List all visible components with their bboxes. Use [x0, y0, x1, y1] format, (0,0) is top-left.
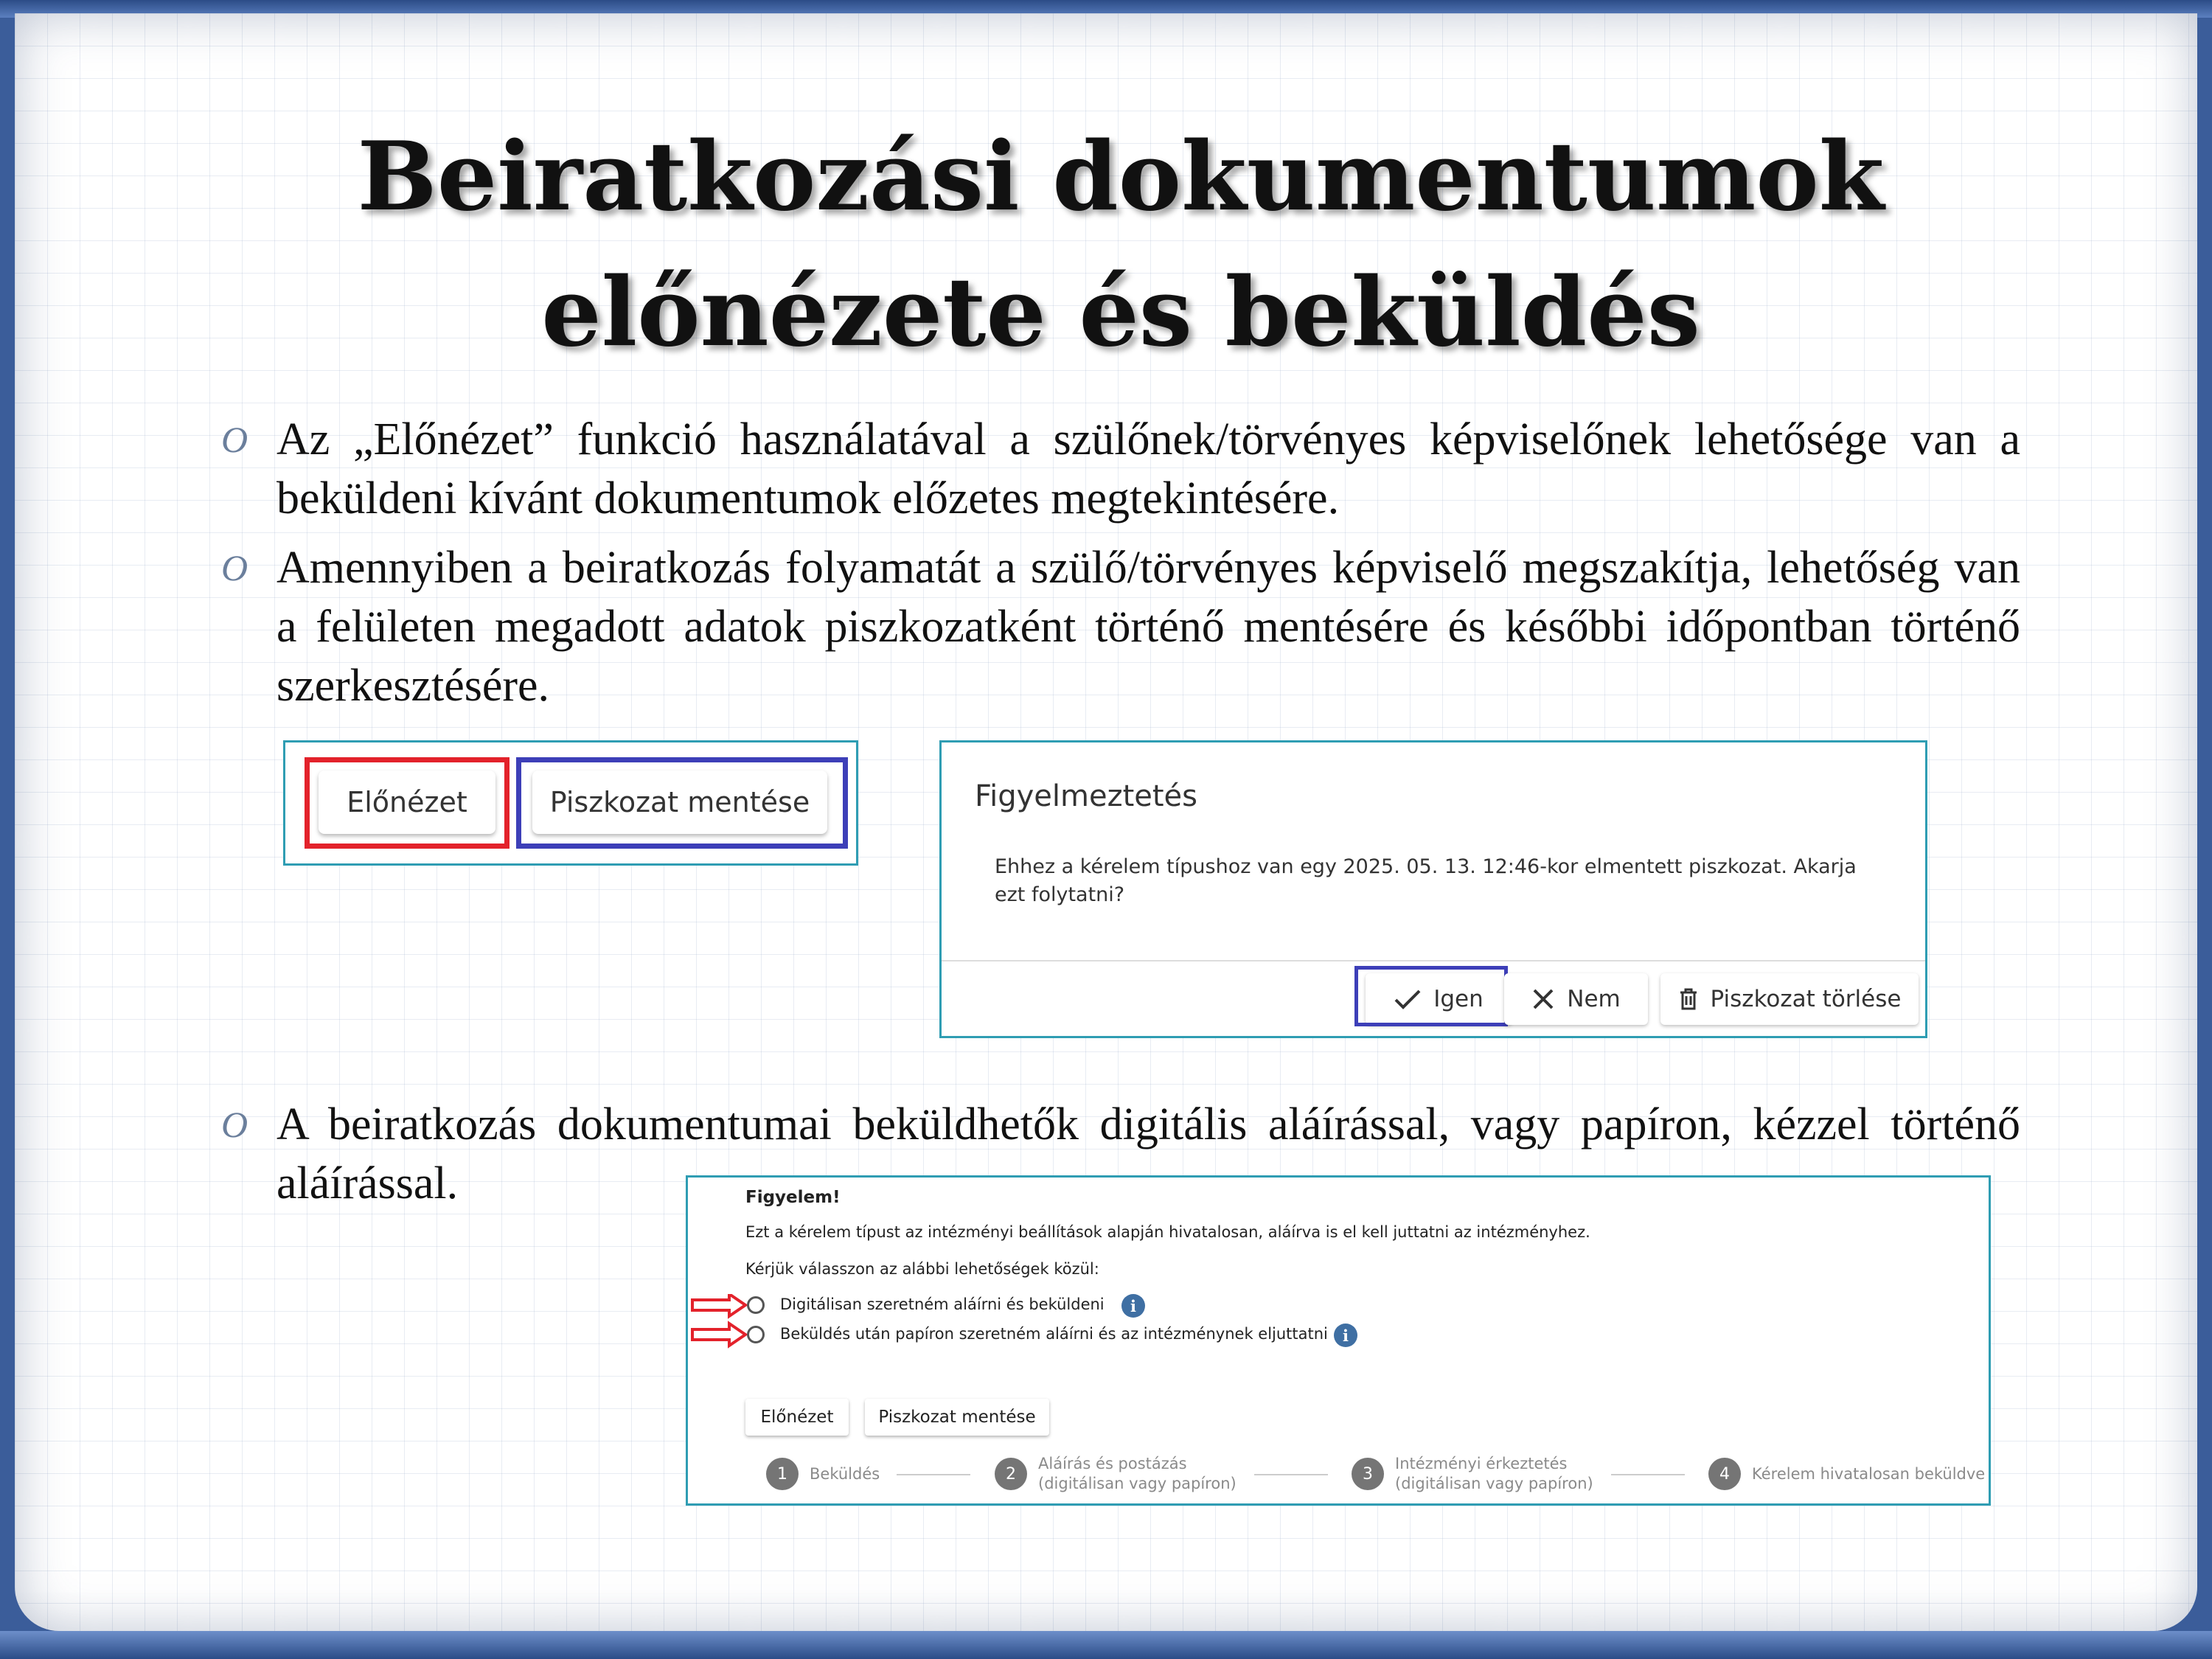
red-arrow-icon — [692, 1294, 745, 1316]
yes-button-label: Igen — [1433, 986, 1484, 1012]
save-draft-button[interactable]: Piszkozat mentése — [532, 771, 827, 834]
slide — [15, 13, 2197, 1631]
preview-button[interactable]: Előnézet — [319, 771, 495, 834]
radio-paper[interactable] — [747, 1326, 765, 1343]
option-digital-label: Digitálisan szeretném aláírni és beküldeni — [780, 1295, 1105, 1313]
step-number-4: 4 — [1708, 1458, 1741, 1490]
screenshot-buttons — [283, 740, 858, 866]
slide-title-line-2: előnézete és beküldés — [541, 257, 1700, 368]
bullet-text: A beiratkozás dokumentumai beküldhetők digitális aláírással, vagy papíron, kézzel történő aláírással. — [276, 1099, 2020, 1208]
trash-icon — [1678, 987, 1699, 1011]
step-number-3: 3 — [1352, 1458, 1384, 1490]
arrow-icons — [691, 1294, 750, 1360]
step-number-2: 2 — [995, 1458, 1027, 1490]
red-arrow-icon — [692, 1324, 745, 1346]
bullet-item-draft — [214, 538, 2020, 715]
bullet-marker: O — [221, 1104, 248, 1145]
step-number-1: 1 — [766, 1458, 799, 1490]
close-icon — [1531, 987, 1555, 1011]
slide-frame-bottom — [0, 1631, 2212, 1659]
bullet-text: Amennyiben a beiratkozás folyamatát a szülő/törvényes képviselő megszakítja, lehetőség van a felületen megadott adatok piszkozatként történő mentésére és későbbi időpontban történő szerkesztésére. — [276, 543, 2020, 711]
slide-title — [88, 109, 2153, 380]
bullet-marker: O — [221, 547, 248, 588]
panel-notice: Ezt a kérelem típust az intézményi beállítások alapján hivatalosan, aláírva is el kell juttatni az intézményhez. — [745, 1223, 1590, 1241]
dialog-divider — [942, 960, 1925, 961]
screenshot-dialog — [939, 740, 1927, 1038]
bullet-list-top — [214, 410, 2020, 726]
radio-digital[interactable] — [747, 1296, 765, 1314]
panel-heading: Figyelem! — [745, 1188, 841, 1207]
highlight-box-blue — [516, 757, 848, 849]
delete-draft-label: Piszkozat törlése — [1710, 986, 1902, 1012]
step-sublabel-2: (digitálisan vagy papíron) — [1038, 1475, 1237, 1492]
info-icon[interactable]: i — [1334, 1324, 1357, 1347]
step-sublabel-3: (digitálisan vagy papíron) — [1395, 1475, 1593, 1492]
step-label-1: Beküldés — [810, 1465, 880, 1483]
step-label-2: Aláírás és postázás — [1038, 1455, 1187, 1472]
bullet-marker: O — [221, 419, 248, 460]
step-connector — [897, 1474, 970, 1475]
option-paper-label: Beküldés után papíron szeretném aláírni és az intézménynek eljuttatni — [780, 1325, 1328, 1343]
highlight-box-blue — [1354, 966, 1508, 1026]
bullet-text: Az „Előnézet” funkció használatával a szülőnek/törvényes képviselőnek lehetősége van a beküldeni kívánt dokumentumok előzetes megtekintésére. — [276, 414, 2020, 524]
step-label-3: Intézményi érkeztetés — [1395, 1455, 1568, 1472]
slide-title-line-1: Beiratkozási dokumentumok — [357, 122, 1885, 232]
step-connector — [1254, 1474, 1328, 1475]
no-button-label: Nem — [1567, 986, 1621, 1012]
step-label-4: Kérelem hivatalosan beküldve — [1752, 1465, 1986, 1483]
screenshot-submit-panel — [686, 1175, 1991, 1506]
highlight-box-red — [305, 757, 509, 849]
step-connector — [1611, 1474, 1685, 1475]
no-button[interactable] — [1504, 973, 1648, 1025]
info-icon[interactable]: i — [1121, 1294, 1145, 1318]
dialog-message: Ehhez a kérelem típushoz van egy 2025. 05. 13. 12:46-kor elmentett piszkozat. Akarja ezt folytatni? — [995, 855, 1857, 906]
panel-save-draft-button[interactable]: Piszkozat mentése — [865, 1399, 1049, 1436]
dialog-title: Figyelmeztetés — [975, 779, 1197, 813]
delete-draft-button[interactable] — [1660, 973, 1919, 1025]
panel-preview-button[interactable]: Előnézet — [745, 1399, 849, 1436]
panel-prompt: Kérjük válasszon az alábbi lehetőségek közül: — [745, 1260, 1099, 1278]
bullet-item-preview — [214, 410, 2020, 528]
